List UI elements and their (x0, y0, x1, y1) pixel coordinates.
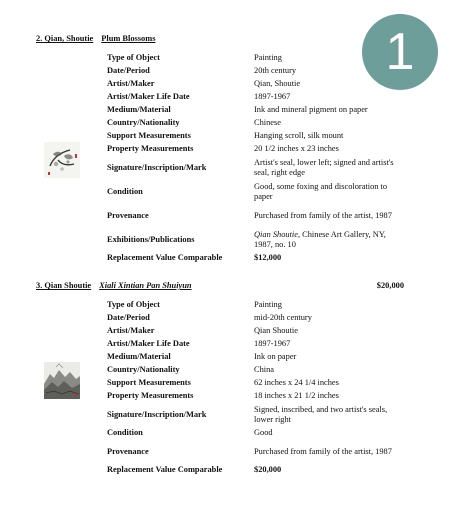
property-row (107, 117, 406, 130)
property-label: Replacement Value Comparable (107, 465, 223, 475)
property-label: Artist/Maker Life Date (107, 92, 190, 102)
property-value: 20 1/2 inches x 23 inches (254, 144, 339, 154)
property-value: Painting (254, 300, 282, 310)
property-row (107, 403, 406, 427)
property-value: mid-20th century (254, 313, 312, 323)
property-label: Provenance (107, 210, 149, 220)
property-value: 1897-1967 (254, 92, 291, 102)
entry-price: $20,000 (376, 281, 404, 290)
property-row (107, 377, 406, 390)
property-label: Property Measurements (107, 144, 194, 154)
property-label: Condition (107, 186, 143, 196)
property-row (107, 252, 406, 265)
artwork-thumbnail-landscape (44, 362, 80, 399)
property-value (254, 228, 406, 252)
property-label: Signature/Inscription/Mark (107, 162, 207, 172)
property-label: Type of Object (107, 300, 160, 310)
property-row (107, 464, 406, 477)
property-value: Signed, inscribed, and two artist's seals, lower right (254, 404, 388, 424)
property-label: Provenance (107, 446, 149, 456)
property-row (107, 130, 406, 143)
property-value: Good (254, 428, 273, 438)
property-row (107, 180, 406, 204)
property-label: Artist/Maker Life Date (107, 339, 190, 349)
catalog-entry-xiali-xintian (36, 281, 416, 477)
publication-title: Qian Shoutie (254, 229, 298, 239)
property-row (107, 78, 406, 91)
property-value: Painting (254, 53, 282, 63)
property-row (107, 65, 406, 78)
property-row (107, 52, 406, 65)
property-value: Purchased from family of the artist, 1987 (254, 446, 392, 456)
artwork-thumbnail-plum-blossoms (44, 142, 80, 178)
property-label: Date/Period (107, 313, 150, 323)
property-row (107, 364, 406, 377)
entry-heading (36, 281, 416, 293)
property-label: Date/Period (107, 66, 150, 76)
catalog-entry-plum-blossoms (36, 34, 416, 265)
property-value: Ink on paper (254, 352, 297, 362)
property-label: Support Measurements (107, 131, 191, 141)
property-value: Qian, Shoutie (254, 79, 301, 89)
property-label: Condition (107, 428, 143, 438)
property-row (107, 143, 406, 156)
property-value: Chinese (254, 118, 281, 128)
property-value: Qian Shoutie (254, 326, 298, 336)
property-value: $20,000 (254, 465, 282, 475)
property-label: Property Measurements (107, 391, 194, 401)
property-label: Type of Object (107, 53, 160, 63)
property-value: Purchased from family of the artist, 1987 (254, 210, 392, 220)
property-label: Country/Nationality (107, 118, 180, 128)
property-label: Medium/Material (107, 105, 171, 115)
property-label: Artist/Maker (107, 326, 155, 336)
property-table (107, 299, 406, 477)
page-number-badge: 1 (362, 14, 438, 90)
property-value: 62 inches x 24 1/4 inches (254, 378, 339, 388)
entry-number-artist: 3. Qian Shoutie (36, 281, 92, 290)
property-row (107, 91, 406, 104)
entry-heading (36, 34, 416, 46)
property-row (107, 228, 406, 252)
property-label: Medium/Material (107, 352, 171, 362)
property-row (107, 104, 406, 117)
property-value: 1897-1967 (254, 339, 291, 349)
property-row (107, 338, 406, 351)
property-value: 20th century (254, 66, 297, 76)
property-row (107, 390, 406, 403)
property-value: China (254, 365, 275, 375)
property-label: Country/Nationality (107, 365, 180, 375)
property-value: $12,000 (254, 253, 282, 263)
property-row (107, 427, 406, 440)
property-row (107, 299, 406, 312)
property-label: Replacement Value Comparable (107, 253, 223, 263)
entry-title: Plum Blossoms (101, 34, 156, 43)
property-value: Artist's seal, lower left; signed and artist's seal, right edge (254, 157, 394, 177)
property-table (107, 52, 406, 265)
publication-details: , Chinese Art Gallery, NY, 1987, no. 10 (254, 229, 386, 249)
property-label: Support Measurements (107, 378, 191, 388)
entry-number-artist: 2. Qian, Shoutie (36, 34, 94, 43)
property-value: Good, some foxing and discoloration to paper (254, 181, 388, 201)
property-label: Artist/Maker (107, 79, 155, 89)
property-row (107, 351, 406, 364)
property-value: 18 inches x 21 1/2 inches (254, 391, 339, 401)
property-label: Exhibitions/Publications (107, 234, 195, 244)
property-value: Hanging scroll, silk mount (254, 131, 344, 141)
property-label: Signature/Inscription/Mark (107, 409, 207, 419)
property-row (107, 325, 406, 338)
property-row (107, 312, 406, 325)
property-row (107, 204, 406, 228)
property-value: Ink and mineral pigment on paper (254, 105, 368, 115)
entry-title: Xiali Xintian Pan Shuiyun (99, 281, 192, 290)
property-row (107, 156, 406, 180)
property-row (107, 440, 406, 464)
